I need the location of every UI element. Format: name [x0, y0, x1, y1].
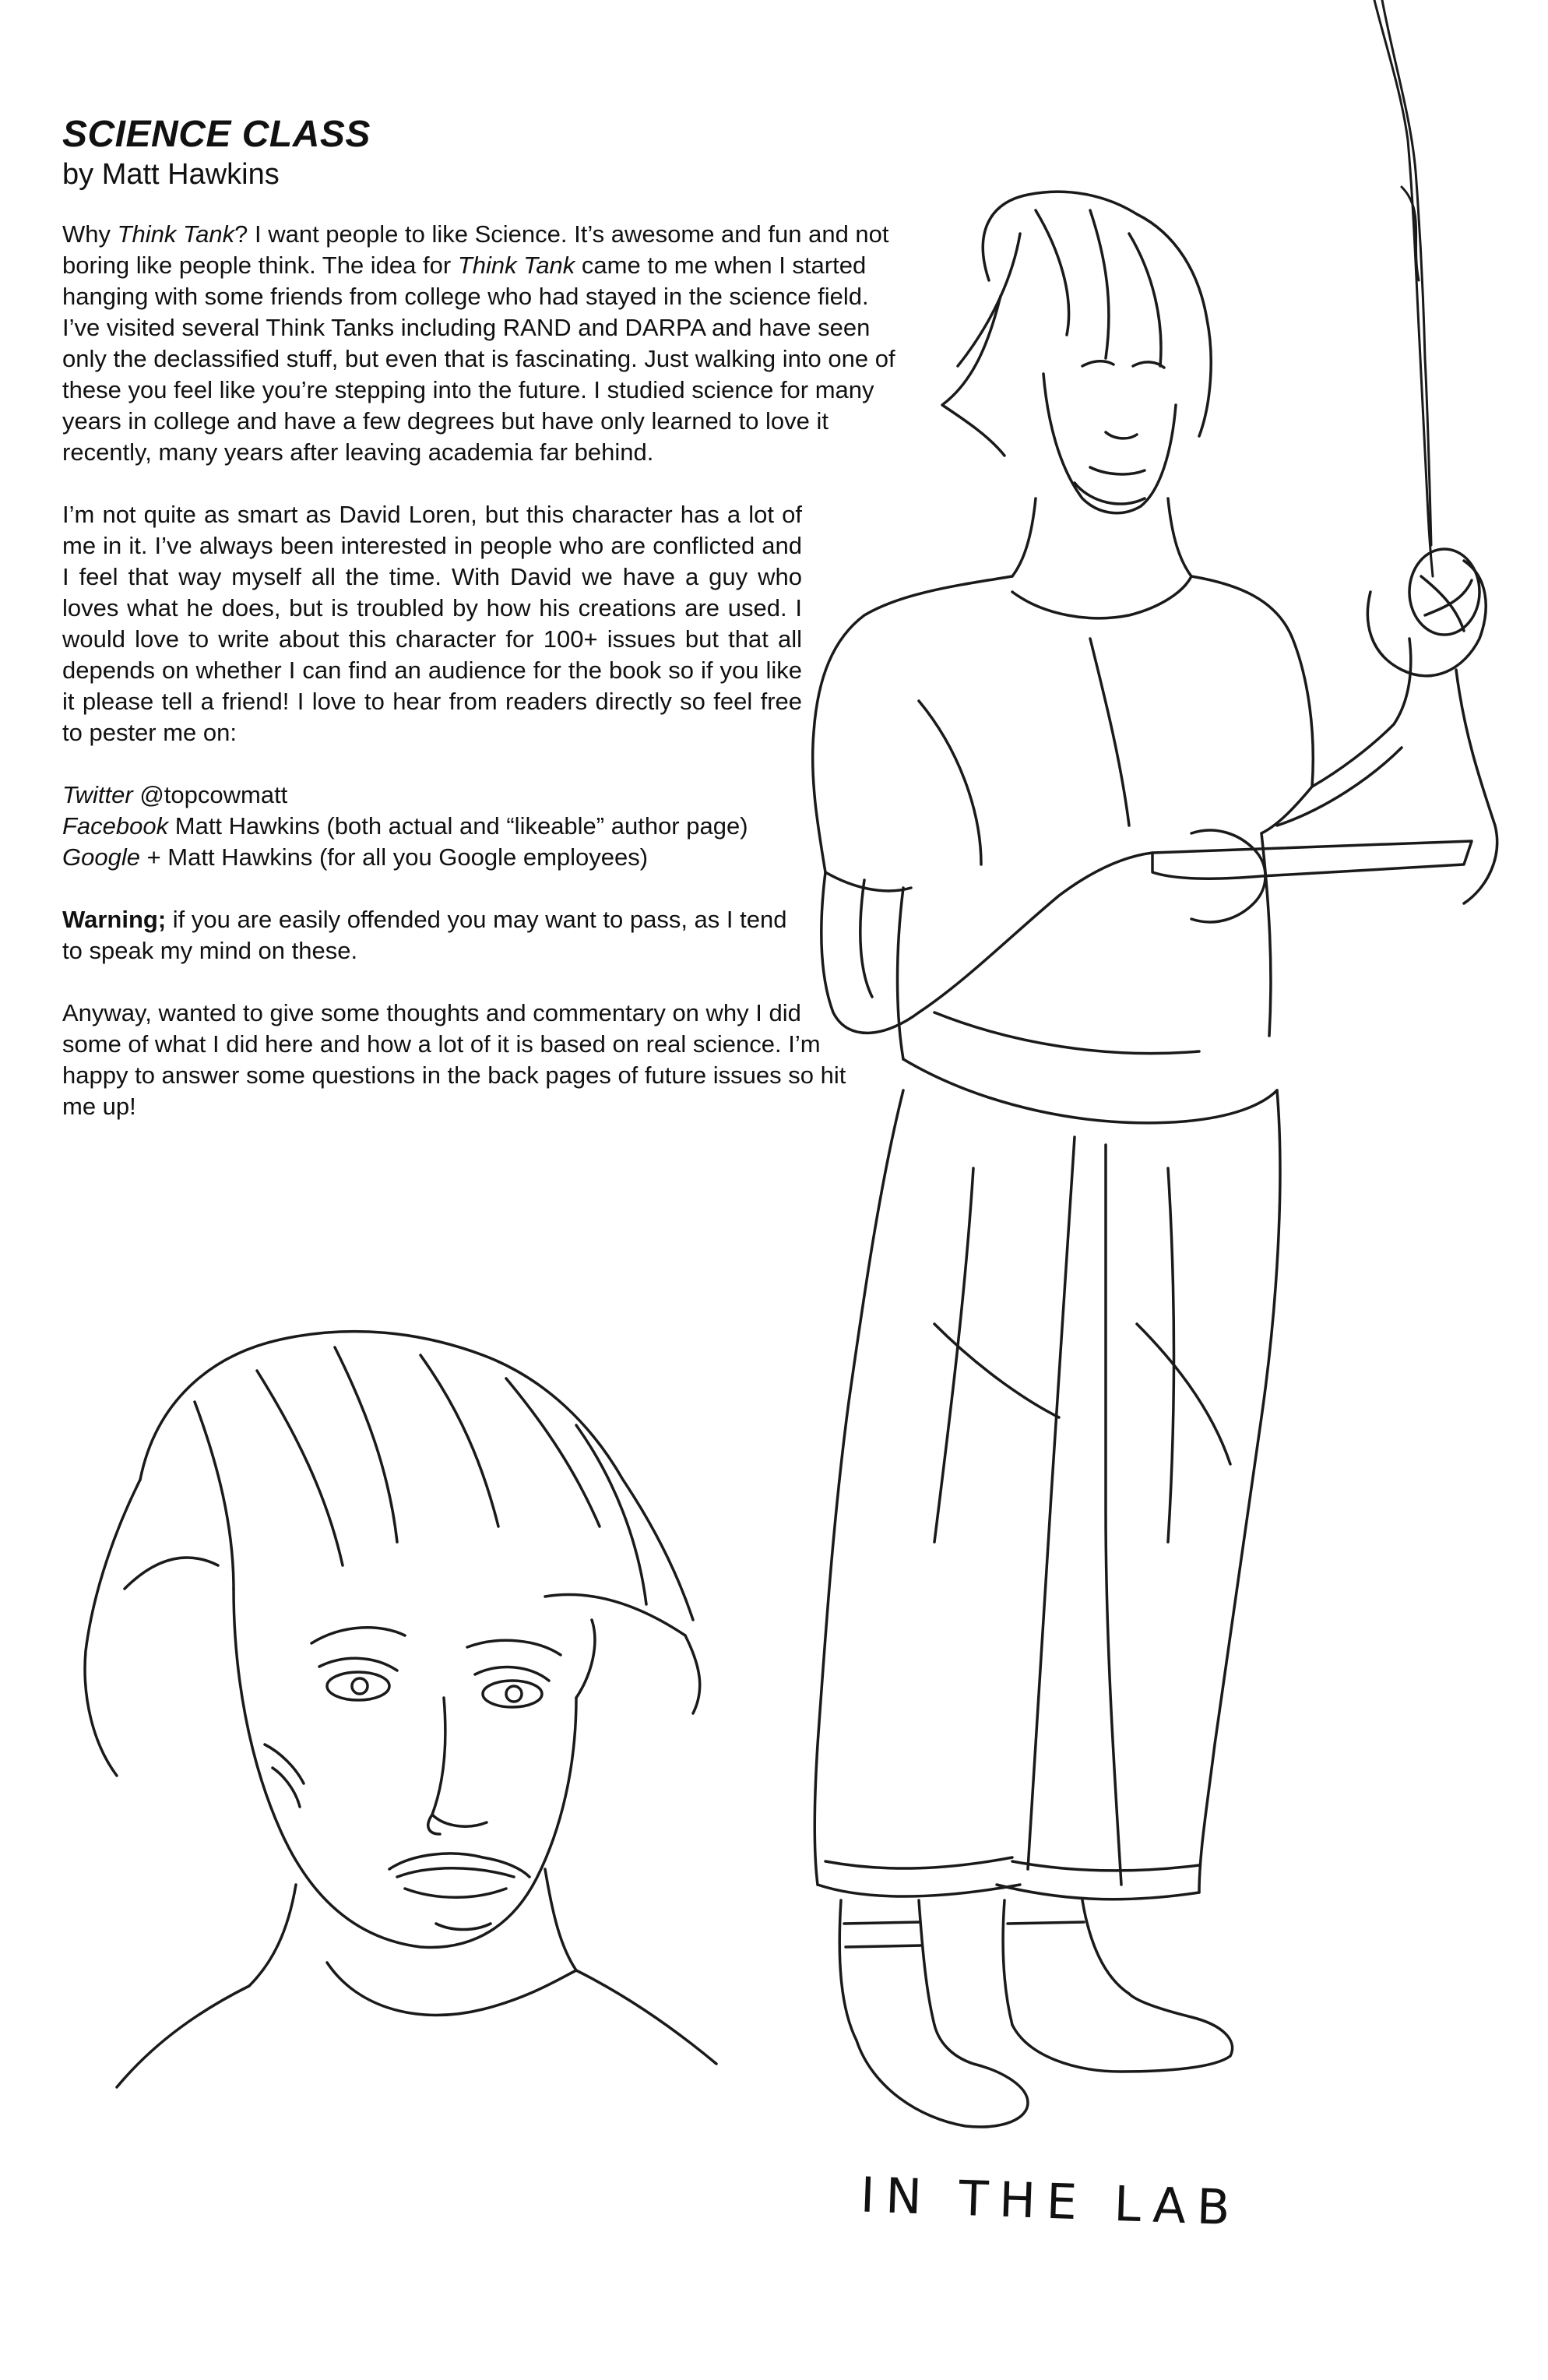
warning-label: Warning; [62, 906, 167, 933]
character-paragraph: I’m not quite as smart as David Loren, but this character has a lot of me in it. I’ve always been interested in people who are conflicted and I feel that way myself all the time. With David we have a guy who loves what he does, but is troubled by how his creations are used. I would love to write about this character for 100+ issues but that all depends on whether I can find an audience for the book so if you like it please tell a friend! I love to hear from readers directly so feel free to pester me on: [62, 501, 802, 746]
article-title: SCIENCE CLASS [62, 114, 371, 155]
twitter-label: Twitter [62, 781, 133, 808]
twitter-line [62, 780, 810, 811]
twitter-handle: @topcowmatt [132, 781, 288, 808]
social-links [62, 780, 810, 873]
article-byline: by Matt Hawkins [62, 158, 280, 191]
facebook-label: Facebook [62, 812, 169, 840]
facebook-handle: Matt Hawkins (both actual and “likeable” author page) [168, 812, 748, 840]
think-tank-title-1: Think Tank [117, 220, 235, 248]
google-handle: + Matt Hawkins (for all you Google employees) [139, 843, 649, 871]
intro-paragraph [62, 219, 911, 468]
google-label: Google [62, 843, 140, 871]
hanging-string-sketch [1374, 0, 1433, 576]
google-line [62, 842, 810, 873]
facebook-line [62, 811, 810, 842]
portrait-head-sketch [85, 1332, 716, 2087]
closing-paragraph: Anyway, wanted to give some thoughts and commentary on why I did some of what I did here and how a lot of it is based on real science. I’m happy to answer some questions in the back pages of future issues so hit me up! [62, 999, 846, 1120]
standing-figure-sketch [813, 192, 1497, 2127]
warning-paragraph [62, 904, 810, 966]
intro-text-2: ? I want people to like Science. It’s awesome and fun and not boring like people think. The idea for [62, 220, 889, 279]
article-text [62, 113, 911, 1153]
illustration-caption: IN THE LAB [859, 2166, 1242, 2237]
think-tank-title-2: Think Tank [457, 252, 575, 279]
intro-text-3: came to me when I started hanging with some friends from college who had stayed in the science field. I’ve visited several Think Tanks including RAND and DARPA and have seen only the declassified stuff, but even that is fascinating. Just walking into one of these you feel like you’re stepping into the future. I studied science for many years in college and have a few degrees but have only learned to love it recently, many years after leaving academia far behind. [62, 252, 895, 466]
intro-text-1: Why [62, 220, 118, 248]
warning-text: if you are easily offended you may want to pass, as I tend to speak my mind on these. [62, 906, 787, 964]
